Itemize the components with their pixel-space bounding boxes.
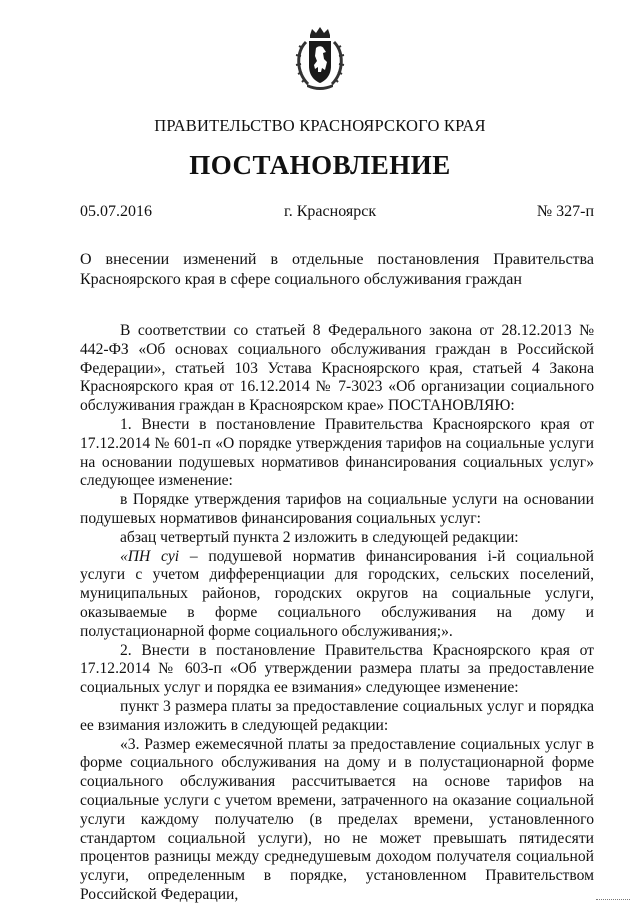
document-number: № 327-п	[536, 203, 594, 220]
document-meta-row	[80, 203, 594, 223]
body-paragraph-item-2: 2. Внести в постановление Правительства Красноярского края от 17.12.2014 № 603-п «Об утверждении размера платы за предоставление социальных услуг и порядка ее взимания» следующее изменение:	[80, 641, 594, 697]
coat-of-arms	[292, 26, 348, 92]
document-body	[80, 322, 594, 905]
body-paragraph-item-1-definition	[80, 548, 594, 642]
document-subject: О внесении изменений в отдельные постановления Правительства Красноярского края в сфере социального обслуживания граждан	[80, 251, 594, 288]
formula-definition: – подушевой норматив финансирования i-й социальной услуги с учетом дифференциации для городских, сельских поселений, муниципальных районов, городских округов на социальные услуги, оказываемые в форме социального обслуживания на дому и полустационарной форме социального обслуживания;».	[80, 547, 594, 640]
document-type-title: ПОСТАНОВЛЕНИЕ	[189, 150, 451, 180]
formula-symbol: «ПН суі	[120, 547, 180, 565]
body-paragraph-item-1: 1. Внести в постановление Правительства Красноярского края от 17.12.2014 № 601-п «О порядке утверждения тарифов на социальные услуги на основании подушевых нормативов финансирования социальных услуг» следующее изменение:	[80, 415, 594, 490]
document-date: 05.07.2016	[80, 203, 152, 220]
body-paragraph-item-2-instruction: пункт 3 размера платы за предоставление социальных услуг и порядка ее взимания изложить в следующей редакции:	[80, 697, 594, 734]
government-name: ПРАВИТЕЛЬСТВО КРАСНОЯРСКОГО КРАЯ	[154, 116, 486, 135]
page-edge-mark	[596, 899, 630, 903]
body-paragraph-preamble: В соответствии со статьей 8 Федерального закона от 28.12.2013 № 442-ФЗ «Об основах социального обслуживания граждан в Российской Федерации», статьей 103 Устава Красноярского края, статьей 4 Закона Красноярского края от 16.12.2014 № 7-3023 «Об организации социального обслуживания граждан в Красноярском крае» ПОСТАНОВЛЯЮ:	[80, 322, 594, 415]
document-city: г. Красноярск	[284, 203, 377, 220]
body-paragraph-item-1-order: в Порядке утверждения тарифов на социальные услуги на основании подушевых нормативов финансирования социальных услуг:	[80, 491, 594, 527]
body-paragraph-item-1-instruction: абзац четвертый пункта 2 изложить в следующей редакции:	[120, 528, 519, 546]
krasnoyarsk-coat-of-arms-icon	[292, 26, 348, 92]
body-paragraph-item-2-text: «3. Размер ежемесячной платы за предоставление социальных услуг в форме социального обслуживания на дому и в полустационарной форме социального обслуживания рассчитывается на основе тарифов на социальные услуги с учетом времени, затраченного на оказание социальной услуги каждому получателю (в пределах времени, установленного стандартом социальной услуги), но не может превышать пятидесяти процентов разницы между среднедушевым доходом получателя социальной услуги, определенным в порядке, установленном Правительством Российской Федерации,	[80, 735, 594, 903]
